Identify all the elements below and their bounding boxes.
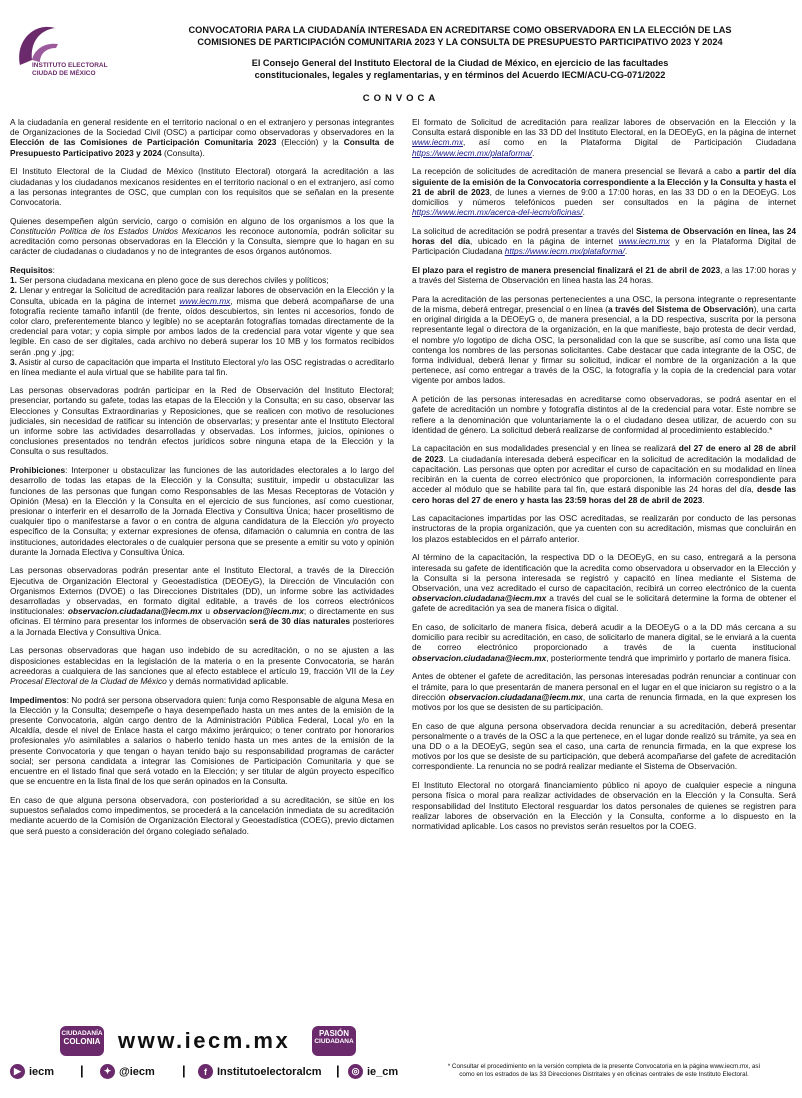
text: Las personas observadoras que hagan uso indebido de su acreditación, o no se ajusten a las disposiciones establecidas en la legislación de la materia o en la presente Convocatoria, se harán acreedoras a cualquiera de las sanciones que al efecto establece el artículo 19, fracción VII de la	[10, 645, 394, 676]
in-person-reception-paragraph	[412, 166, 796, 217]
oficinas-link[interactable]: https://www.iecm.mx/acerca-del-iecm/oficinas/	[412, 207, 583, 218]
impediments-paragraph	[10, 695, 394, 787]
convoca-heading: CONVOCA	[362, 93, 440, 104]
form-availability-paragraph	[412, 117, 796, 158]
website-link[interactable]: www.iecm.mx	[118, 1028, 291, 1053]
osc-training-paragraph: Las capacitaciones impartidas por las OSC acreditadas, se realizarán por conducto de las personas instructoras de la propia organización, que ya cuenten con su acreditación, mismas que concluirán en los plazos establecidos en el párrafo anterior.	[412, 513, 796, 544]
text: .	[702, 494, 705, 505]
text: A la ciudadanía en general residente en el territorio nacional o en el extranjero y personas integrantes de Organizaciones de la Sociedad Civil (OSC) a participar como observadoras y observadores en la	[10, 117, 394, 138]
text: , posteriormente tendrá que imprimirlo y portarlo de manera física.	[546, 652, 791, 663]
text-bold: desde las cero horas del 27 de enero y hasta las 23:59 horas del 28 de abril de 2023	[412, 484, 796, 505]
social-label: Institutoelectoralcm	[217, 1065, 322, 1078]
text: Para la acreditación de las personas pertenecientes a una OSC, la persona integrante o representante de la misma, deberá entregar, presencial o en línea (	[412, 293, 796, 315]
header	[0, 0, 802, 110]
text: .	[532, 147, 535, 158]
text: les reconoce autonomía, podrán solicitar su acreditación como personas observadoras en la Elección y la Consulta, siempre que lo hagan en su carácter de ciudadanas o ciudadanos y no de integrantes de esos órganos autónomos.	[10, 225, 394, 257]
training-paragraph	[412, 443, 796, 504]
text: .	[582, 207, 585, 218]
badge2-line-2: CIUDADANA	[314, 1038, 354, 1045]
sanctions-paragraph	[10, 645, 394, 686]
text-bold: Elección de las Comisiones de Participación Comunitaria 2023	[10, 137, 277, 148]
social-facebook[interactable]	[198, 1064, 322, 1079]
text: Antes de obtener el gafete de acreditación, las personas interesadas podrán renunciar a continuar con el trámite, para lo que presentarán de manera personal en el lugar en el que iniciaron su registro o a la dirección	[412, 671, 796, 702]
iecm-link[interactable]: www.iecm.mx	[618, 236, 670, 247]
title-line-2: COMISIONES DE PARTICIPACIÓN COMUNITARIA 2023 Y LA CONSULTA DE PRESUPUESTO PARTICIPATIVO 2023 Y 2024	[197, 37, 723, 47]
text: Las personas observadoras podrán presentar ante el Instituto Electoral, a través de la Dirección Ejecutiva de Organización Electoral y Geoestadística (DEOEyG), la Dirección de Vinculación con Organismos Externos (DVOE) o las Direcciones Distritales (DD), un informe sobre las actividades desarrolladas y observadas, en formato digital editable, a través de los correos electrónicos institucionales:	[10, 565, 394, 617]
prohibitions-title: Prohibiciones	[10, 465, 66, 476]
rights-paragraph: Las personas observadoras podrán participar en la Red de Observación del Instituto Electoral; presenciar, portando su gafete, todas las etapas de la Elección y la Consulta; en su caso, observar las Elecciones y Consultas Extraordinarias y Reposiciones, que se realicen con motivo de resoluciones judiciales, sin necesidad de ratificar su intención de observarlas; y presentar ante el Instituto Electoral un informe sobre las actividades desarrolladas y observadas. Los informes, juicios, opiniones o conclusiones presentados no tendrán efectos jurídicos sobre ninguna etapa de la Elección y la Consulta o sus resultados.	[10, 385, 394, 457]
reports-paragraph	[10, 565, 394, 636]
iecm-link[interactable]: www.iecm.mx	[412, 137, 463, 148]
requirements-title: Requisitos	[10, 264, 53, 275]
logo-line-1: INSTITUTO ELECTORAL	[32, 62, 108, 69]
email-link[interactable]: observacion.ciudadana@iecm.mx	[412, 652, 547, 663]
requirement-2-cont: , misma que deberá acompañarse de una fotografía reciente tamaño infantil (de frente, oídos descubiertos, sin lentes ni accesorios, fondo de color claro, preferentemente blanco y legible) no se aceptarán fotografías tomadas directamente de la credencial para votar; y copia simple por ambos lados de la credencial para votar vigente y que sea legible. En caso de ser digitales, cada archivo no deberá superar los 10 MB y los formatos recibidos serán .png y .jpg;	[10, 295, 394, 357]
social-instagram[interactable]	[348, 1064, 398, 1079]
text: u	[202, 606, 214, 617]
osc-accreditation-paragraph	[412, 294, 796, 386]
text: a través del cual se le solicitará determine la forma de obtener el gafete de acreditación ya sea de manera física o digital.	[412, 593, 796, 614]
text: ; o directamente en sus oficinas. El término para presentar los informes de observación	[10, 606, 394, 627]
text-italic: Constitución Política de los Estados Unidos Mexicanos	[10, 225, 222, 236]
accreditation-paragraph: El Instituto Electoral de la Ciudad de México (Instituto Electoral) otorgará la acreditación a las ciudadanas y los ciudadanos mexicanos residentes en el territorio nacional o en el extranjero, así como a las personas integrantes de OSC, que cumplan con los requisitos que se señalan en la presente Convocatoria.	[10, 166, 394, 207]
plataforma-link[interactable]: https://www.iecm.mx/plataforma/	[504, 246, 625, 257]
separator: |	[182, 1063, 186, 1078]
text: , así como en la Plataforma Digital de Participación Ciudadana	[463, 137, 796, 148]
pasion-ciudadana-badge	[312, 1026, 356, 1056]
autonomy-paragraph	[10, 216, 394, 257]
intro-paragraph	[10, 117, 394, 158]
text: En caso, de solicitarlo de manera física, deberá acudir a la DEOEyG o a la DD más cercana a su domicilio para recibir su acreditación, en caso, de solicitarlo de manera digital, se le enviará a la cuenta de correo electrónico proporcionado a través de la cuenta institucional	[412, 622, 796, 653]
online-request-paragraph	[412, 226, 796, 257]
separator: |	[80, 1063, 84, 1078]
page-subtitle	[160, 57, 760, 81]
requirement-1: Ser persona ciudadana mexicana en pleno goce de sus derechos civiles y políticos;	[16, 275, 329, 286]
iecm-logo	[10, 20, 120, 90]
plataforma-link[interactable]: https://www.iecm.mx/plataforma/	[412, 147, 533, 158]
instagram-icon: ◎	[348, 1064, 363, 1079]
social-iecm[interactable]	[10, 1064, 54, 1079]
text: , una carta de renuncia firmada, en la que expresen los motivos por los que se desisten de su participación.	[412, 691, 796, 712]
text-bold: El plazo para el registro de manera presencial finalizará el 21 de abril de 2023	[412, 264, 721, 275]
text-bold: a partir del día siguiente de la emisión de la Convocatoria correspondiente a la Elección y la Consulta y hasta el 21 de abril de 2023	[412, 166, 796, 197]
renunciation-paragraph: En caso de que alguna persona observadora decida renunciar a su acreditación, deberá presentar personalmente o a través de la OSC a la que pertenece, en el lugar donde realizó su trámite, ya sea en una DD o a la DEOEyG, según sea el caso, una carta de renuncia firmada, en la que exprese los motivos por los que se desiste de su participación, que deberá acompañarse del gafete de acreditación correspondiente. La renuncia no se podrá realizar mediante el Sistema de Observación.	[412, 720, 796, 772]
logo-line-2: CIUDAD DE MÉXICO	[32, 69, 96, 77]
text-bold: del 27 de enero al 28 de abril de 2023	[412, 443, 796, 464]
text-bold: será de 30 días naturales	[249, 616, 351, 627]
req-number: 2.	[10, 285, 17, 296]
iecm-link[interactable]: www.iecm.mx	[179, 295, 231, 306]
text: El formato de Solicitud de acreditación para realizar labores de observación en la Elección y la Consulta estará disponible en las 33 DD del Instituto Electoral, en la DEOEyG, en la página de internet	[412, 117, 796, 138]
text: La recepción de solicitudes de acreditación de manera presencial se llevará a cabo	[412, 166, 736, 177]
logo-text	[32, 62, 108, 77]
page-title	[120, 24, 800, 48]
email-link[interactable]: observacion.ciudadana@iecm.mx	[448, 691, 583, 702]
text: (Elección) y la	[276, 137, 344, 148]
text: y en la Plataforma Digital de Participación Ciudadana	[412, 236, 797, 257]
social-label: ie_cm	[367, 1065, 399, 1078]
footnote-line-1: * Consultar el procedimiento en la versión completa de la presente Convocatoria en la página www.iecm.mx, así	[447, 1063, 761, 1070]
facebook-icon: f	[198, 1064, 213, 1079]
subtitle-line-1: El Consejo General del Instituto Electoral de la Ciudad de México, en ejercicio de las facultades	[251, 58, 669, 68]
email-link[interactable]: observacion.ciudadana@iecm.mx	[412, 593, 547, 604]
text-bold: Consulta de Presupuesto Participativo 2023 y 2024	[10, 137, 395, 158]
left-column	[10, 117, 394, 844]
text: : Interponer u obstaculizar las funciones de las autoridades electorales a lo largo del desarrollo de todas las etapas de la Elección y la Consulta; sustituir, impedir u obstaculizar las funciones de las personas que fungan como Responsables de las Mesas Receptoras de Votación y Opinión (Mesa) en la Elección y la Consulta en el ejercicio de sus funciones, así como cuestionar, presionar o interferir en el desarrollo de la Jornada Electiva y Consultiva Única; hacer proselitismo de cualquier tipo o manifestarse a favor o en contra de alguna candidatura de la Elección y/o proyecto específico de la Consulta; y externar expresiones de ofensa, difamación o calumnia en contra de las instituciones, autoridades electorales o de cualquier persona que se presente a emitir su voto y opinión durante la Jornada Electiva y Consultiva Única.	[10, 465, 394, 557]
requirements-section: Requisitos: 1. Ser persona ciudadana mexicana en pleno goce de sus derechos civiles y políticos; 2. Llenar y entregar la Solicitud de acreditación para realizar labores de observación en la Elección y la Consulta, ubicada en la página de internet www.iecm.mx, misma que deberá acompañarse de una fotografía reciente tamaño infantil (de frente, oídos descubiertos, sin lentes ni accesorios, fondo de color claro, preferentemente blanco y legible) no se aceptarán fotografías tomadas directamente de la credencial para votar; y copia simple por ambos lados de la credencial para votar vigente y que sea legible. En caso de ser digitales, cada archivo no deberá superar los 10 MB y los formatos recibidos serán .png y .jpg; 3. Asistir al curso de capacitación que imparta el Instituto Electoral y/o las OSC registradas o acreditarlo en línea mediante el aula virtual que se habilite para tal fin.	[10, 264, 394, 377]
social-label: @iecm	[119, 1065, 155, 1078]
cancellation-paragraph: En caso de que alguna persona observadora, con posterioridad a su acreditación, se sitúe en los supuestos señalados como impedimentos, se procederá a la cancelación inmediata de su acreditación mediante acuerdo de la Comisión de Organización Electoral y Geoestadística (COEG), previo dictamen que será puesto a consideración del órgano colegiado señalado.	[10, 794, 394, 836]
badge1-line-2: COLONIA	[63, 1037, 101, 1046]
text: La capacitación en sus modalidades presencial y en línea se realizará	[412, 443, 679, 454]
req-number: 1.	[10, 275, 17, 286]
footer-web-row	[60, 1022, 360, 1060]
req-number: 3.	[10, 356, 17, 367]
title-line-1: CONVOCATORIA PARA LA CIUDADANÍA INTERESADA EN ACREDITARSE COMO OBSERVADORA EN LA ELECCIÓN DE LAS	[188, 25, 732, 35]
text-italic: Ley Procesal Electoral de la Ciudad de México	[10, 665, 394, 686]
email-link[interactable]: observacion@iecm.mx	[213, 606, 304, 617]
text: y demás normatividad aplicable.	[166, 675, 289, 686]
social-twitter[interactable]	[100, 1064, 155, 1079]
social-bar	[10, 1062, 405, 1084]
text: . La ciudadanía interesada deberá especificar en la solicitud de acreditación la modalidad de capacitación. Las personas que opten por acreditar el curso de capacitación en su modalidad en línea recibirán en la cuenta de correo electrónico que proporcionen, la información correspondiente para acceder al módulo que se habilite para tal fin, que estará disponible las 24 horas del día,	[412, 453, 796, 495]
subtitle-line-2: constitucionales, legales y reglamentarias, y en términos del Acuerdo IECM/ACU-CG-071/2022	[254, 70, 666, 80]
footnote-line-2: como en los estrados de las 33 Direcciones Distritales y en oficinas centrales de este Instituto Electoral.	[459, 1071, 749, 1078]
email-link[interactable]: observacion.ciudadana@iecm.mx	[67, 606, 203, 617]
text: Quienes desempeñen algún servicio, cargo o comisión en alguno de los organismos a los que la	[10, 215, 394, 226]
requirement-3: Asistir al curso de capacitación que imparta el Instituto Electoral y/o las OSC registradas o acreditarlo en línea mediante el aula virtual que se habilite para tal fin.	[10, 356, 394, 377]
play-icon: ▶	[10, 1064, 25, 1079]
deadline-paragraph	[412, 265, 796, 285]
text: , a las 17:00 horas y a través del Sistema de Observación en línea hasta las 24 horas.	[412, 264, 796, 286]
text-bold: Sistema de Observación en línea, las 24 horas del día	[412, 225, 796, 247]
bird-icon: ✦	[100, 1064, 115, 1079]
separator: |	[336, 1063, 340, 1078]
text: La solicitud de acreditación se podrá presentar a través del	[412, 225, 636, 236]
physical-digital-paragraph	[412, 622, 796, 663]
text: : No podrá ser persona observadora quien: funja como Responsable de alguna Mesa en la Elección y la Consulta; desempeñe o haya desempeñado hasta un mes antes de la emisión de la presente Convocatoria, algún cargo dentro de la Administración Pública Federal, Local y/o en la Alcaldía, desde el nivel de Enlace hasta el cargo máximo jerárquico; o tener contrato por honorarios profesionales y/o asimilables a salarios o haberlo tenido hasta un mes antes de la emisión de la presente Convocatoria y que tengan o hayan tenido bajo su responsabilidad programas de carácter social; ser persona candidata a integrar las Comisiones de Participación Comunitaria y que se encuentre en el listado final que será votado en la Elección; y ser titular de algún proyecto específico que se encuentre en la lista final de los que serán opinados en la Consulta.	[10, 694, 394, 787]
gender-identity-paragraph: A petición de las personas interesadas en acreditarse como observadoras, se podrá asentar en el gafete de acreditación un nombre y fotografía distintos al de la credencial para votar. Este nombre se refiere a la denominación que voluntariamente la o el ciudadano desea utilizar, de acuerdo con su identidad de género. La solicitud deberá realizarse de conformidad al procedimiento establecido.*	[412, 394, 796, 435]
text: (Consulta).	[161, 147, 205, 158]
badge2-line-1: PASIÓN	[318, 1029, 350, 1038]
requirement-2: Llenar y entregar la Solicitud de acreditación para realizar labores de observación en la Elección y la Consulta, ubicada en la página de internet	[10, 285, 394, 306]
text: , de lunes a viernes de 9:00 a 17:00 horas, en las 33 DD o en la DEOEyG. Los domicilios y números telefónicos pueden ser consultados en la página de internet	[412, 186, 796, 207]
text: , ubicado en la página de internet	[470, 236, 619, 247]
text: posteriores a la Jornada Electiva y Consultiva Única.	[10, 616, 395, 637]
withdrawal-paragraph	[412, 671, 796, 712]
text-bold: a través del Sistema de Observación	[608, 304, 754, 315]
financing-paragraph: El Instituto Electoral no otorgará financiamiento público ni apoyo de cualquier especie a ninguna persona física o moral para realizar actividades de observación en la Elección y la Consulta. Será responsabilidad del Instituto Electoral resguardar los datos personales de quienes se registren para realizar labores de observación en la Elección y la Consulta, conforme a lo dispuesto en la normatividad aplicable. Los casos no previstos serán resueltos por la COEG.	[412, 780, 796, 831]
impediments-title: Impedimentos	[10, 694, 67, 705]
text: ), una carta en original dirigida a la DEOEyG o, de manera presencial, a la DD respectiva, suscrita por la persona representante legal o directora de la organización, en la que manifieste, bajo protesta de decir verdad, el nombre y/o logotipo de dicha OSC, la personalidad con la que se suscribe, así como una lista que contenga los nombres de las personas solicitantes. Cabe destacar que cada integrante de la OSC, de forma individual, deberá llenar y firmar su solicitud, indicar el nombre de la organización a la que pertenece, así como entregar a través de la OSC, la fotografía y la copia de la credencial para votar vigente por ambos lados.	[412, 304, 796, 386]
text: Al término de la capacitación, la respectiva DD o la DEOEyG, en su caso, entregará a la persona interesada su gafete de identificación que la acredita como observadora u observador en la Elección y la Consulta si la persona interesada se registró y capacitó en línea mediante el Sistema de Observación, una vez acreditado el curso de capacitación, recibirá un correo electrónico de la cuenta	[412, 552, 796, 593]
badge1-line-1: CIUDADANÍA	[61, 1030, 103, 1037]
right-column	[412, 117, 796, 840]
footnote	[412, 1063, 796, 1079]
prohibitions-paragraph	[10, 465, 394, 557]
ciudadania-colonia-badge	[60, 1026, 104, 1056]
text: .	[624, 246, 628, 257]
social-label: iecm	[29, 1065, 55, 1078]
badge-delivery-paragraph	[412, 552, 796, 613]
